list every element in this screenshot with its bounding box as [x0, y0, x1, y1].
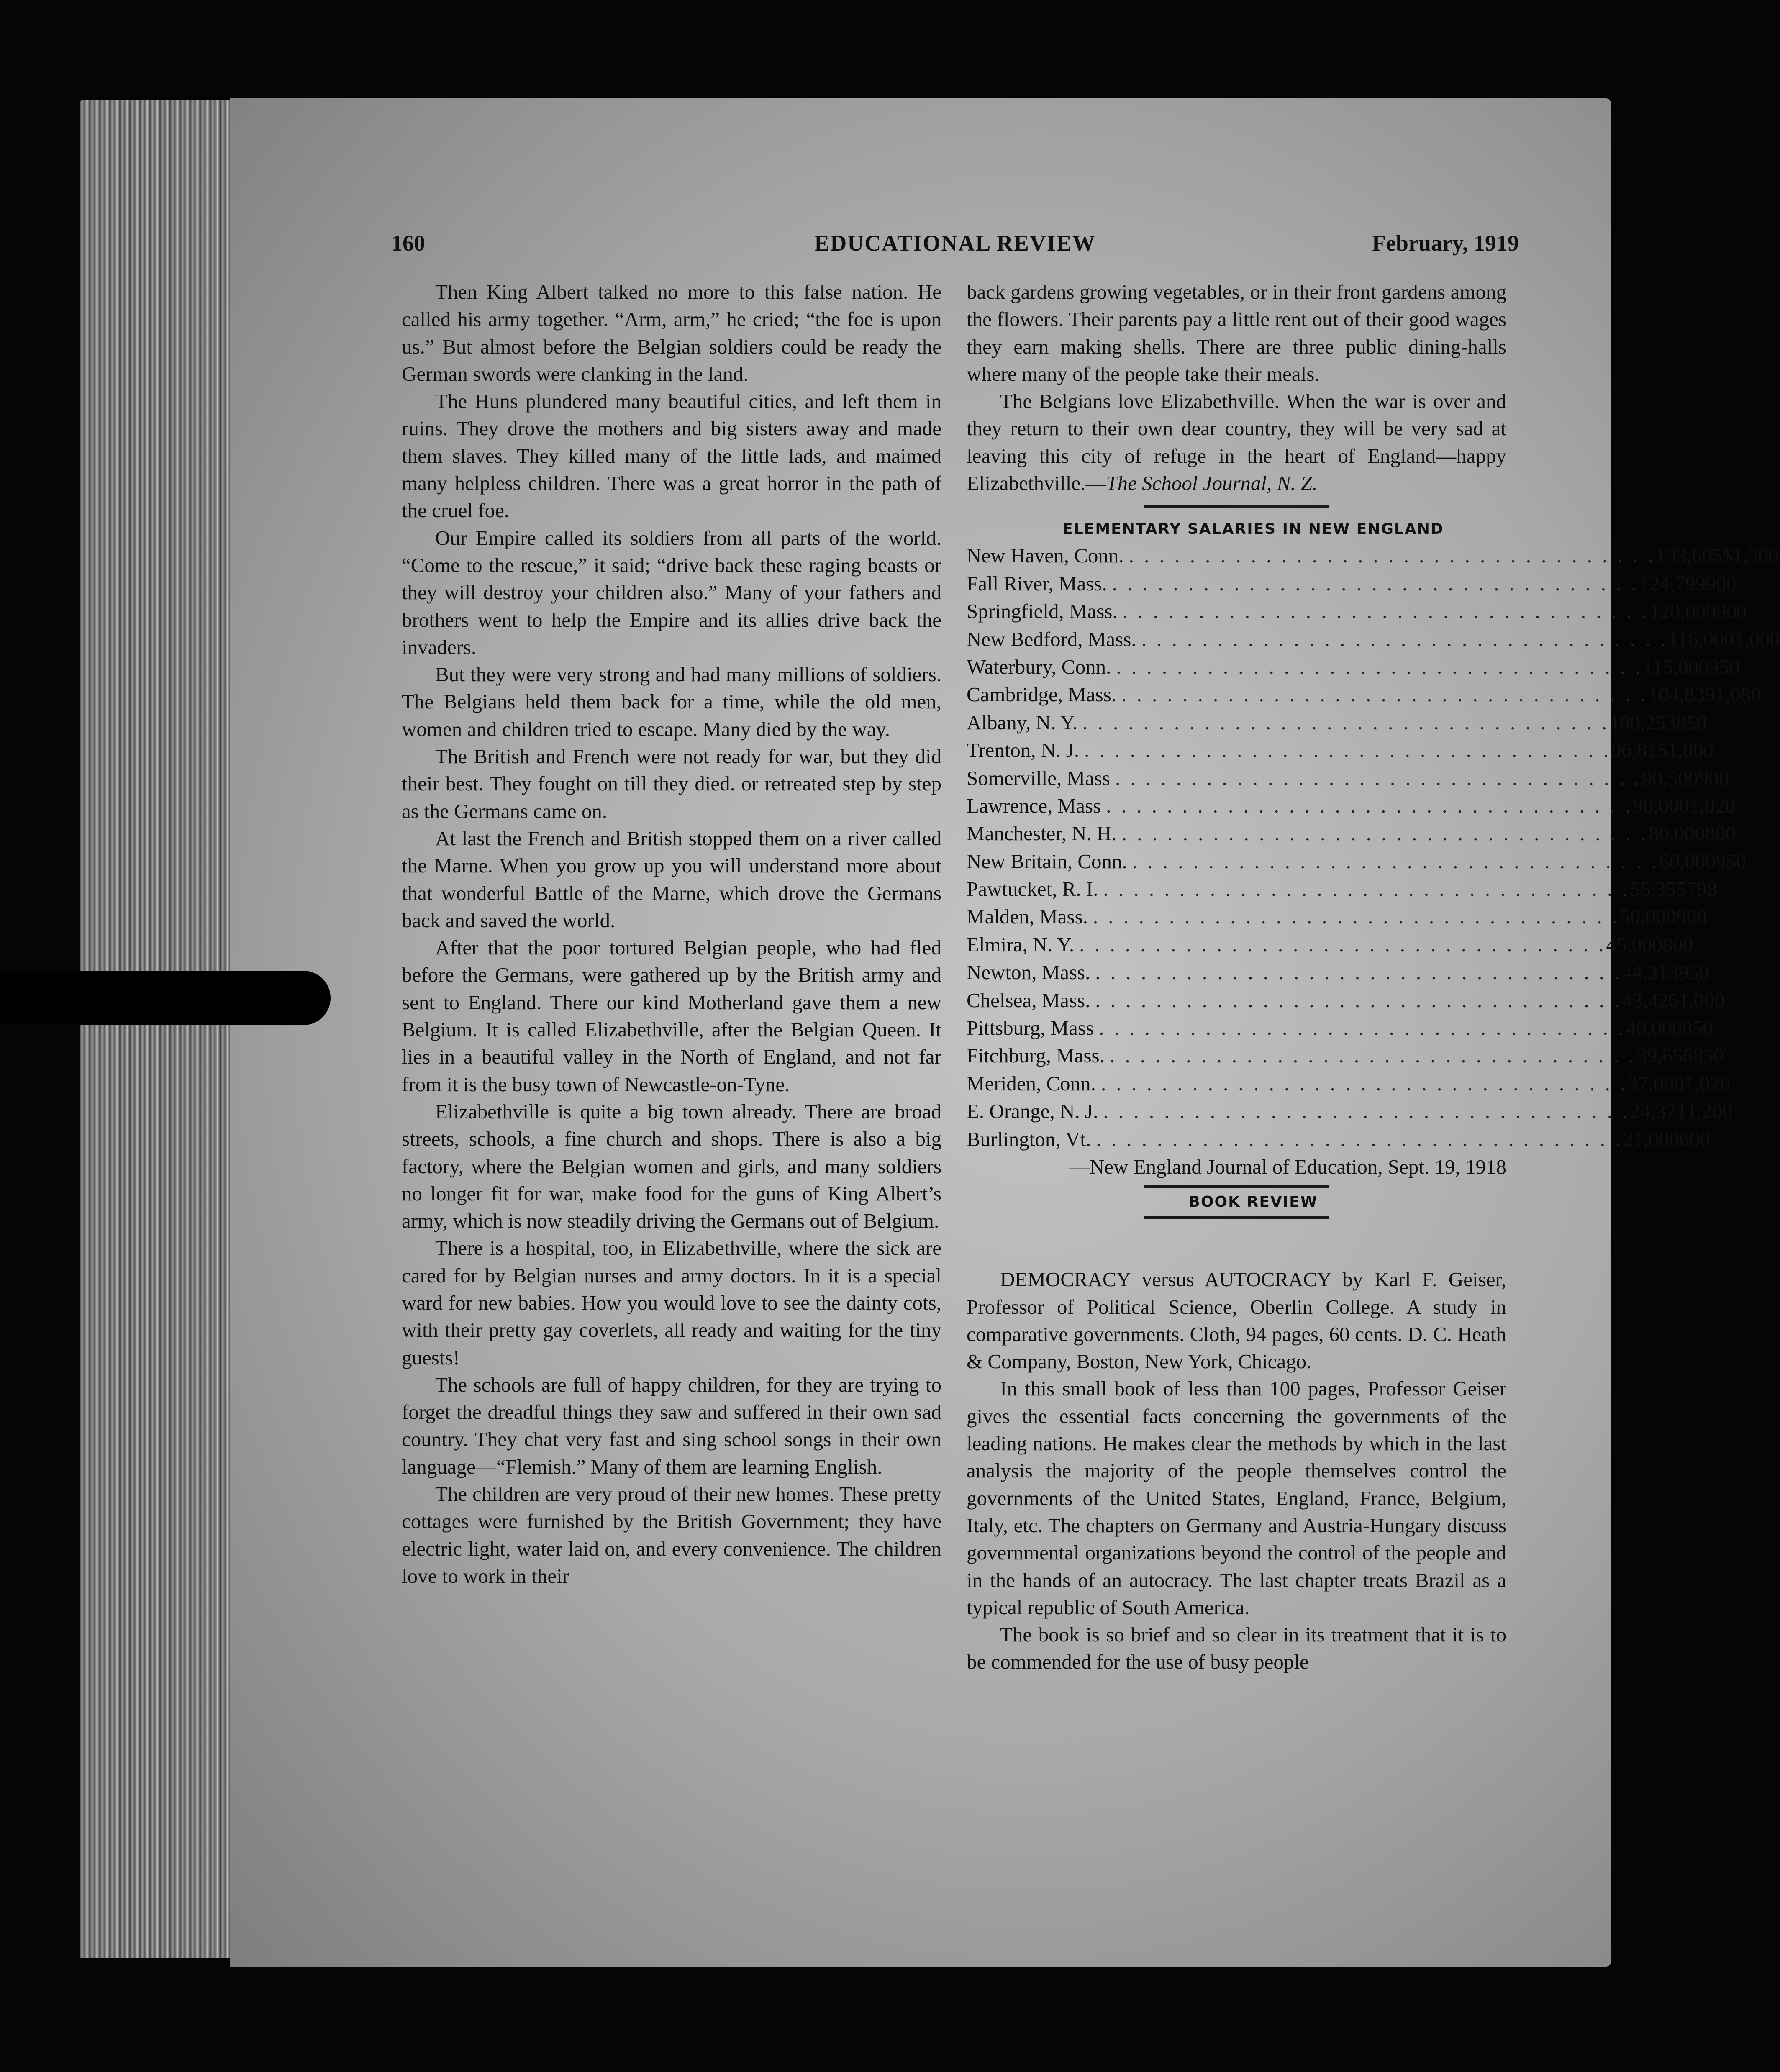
issue-date: February, 1919	[1372, 231, 1519, 256]
salary-value: 850	[1693, 1044, 1724, 1067]
section-rule	[1144, 1185, 1329, 1188]
salaries-heading: ELEMENTARY SALARIES IN NEW ENGLAND	[1062, 521, 1444, 538]
population-value: 116,000	[1668, 627, 1734, 651]
salary-value: 800	[1705, 822, 1736, 845]
city-name: New Britain, Conn.	[967, 849, 1127, 873]
salary-value: 1,080	[1715, 683, 1761, 706]
dot-leader: . . . . . . . . . . . . . . . . . . . . . . . . . . . . . . . . . . .	[1095, 961, 1622, 984]
dot-leader: . . . . . . . . . . . . . . . . . . . . . . . . . . . . . . . . . . .	[1122, 600, 1649, 623]
population-value: 90,500	[1642, 766, 1698, 790]
closing-source: The School Journal, N. Z.	[1106, 472, 1318, 495]
dot-leader: . . . . . . . . . . . . . . . . . . . . . . . . . . . . . . . . . . .	[1079, 933, 1606, 956]
population-value: 44,313	[1622, 961, 1679, 984]
city-name: Pittsburg, Mass	[967, 1016, 1094, 1040]
dot-leader: . . . . . . . . . . . . . . . . . . . . . . . . . . . . . . . . . . .	[1093, 905, 1620, 928]
paragraph: The Huns plundered many beautiful cities, and left them in ruins. They drove the mothers and big sisters away and made them slaves. They killed many of the little lads, and maimed many helpless children. There was a great horror in the path of the cruel foe.	[402, 390, 941, 522]
paragraph: After that the poor tortured Belgian people, who had fled before the Germans, were gathered up by the British army and sent to England. There our kind Motherland gave them a new Belgium. It is called Elizabethville, after the Belgian Queen. It lies in a beautiful valley in the North of England, and not far from it is the busy town of Newcastle-on-Tyne.	[402, 936, 941, 1096]
table-row	[967, 597, 1747, 625]
journal-title: EDUCATIONAL REVIEW	[814, 231, 1096, 256]
city-name: Newton, Mass.	[967, 961, 1090, 984]
city-name: Albany, N. Y.	[967, 710, 1077, 734]
population-value: 80,000	[1648, 822, 1705, 845]
dot-leader: . . . . . . . . . . . . . . . . . . . . . . . . . . . . . . . . . . .	[1121, 822, 1649, 845]
dot-leader: . . . . . . . . . . . . . . . . . . . . . . . . . . . . . . . . . . .	[1141, 627, 1668, 651]
section-rule	[1144, 1216, 1329, 1219]
salary-value: 900	[1716, 600, 1747, 623]
paragraph: The British and French were not ready for war, but they did their best. They fought on till they died. or retreated step by step as the Germans came on.	[402, 745, 941, 823]
population-value: 115,000	[1643, 655, 1709, 678]
paragraph: In this small book of less than 100 pages, Professor Geiser gives the essential facts concerning the governments of the leading nations. He makes clear the methods by which in the last analysis the majority of the people themselves control the governments of the United States, England, France, Belgium, Italy, etc. The chapters on Germany and Austria-Hungary discuss governmental organizations beyond the control of the people and in the hands of an autocracy. The last chapter treats Brazil as a typical republic of South America.	[967, 1377, 1506, 1619]
dot-leader: . . . . . . . . . . . . . . . . . . . . . . . . . . . . . . . . . . .	[1121, 683, 1649, 706]
city-name: Pawtucket, R. I.	[967, 877, 1098, 901]
salary-value: 1,020	[1689, 794, 1736, 817]
paragraph: But they were very strong and had many millions of soldiers. The Belgians held them back for a time, while the old men, women and children tried to escape. Many died by the way.	[402, 663, 941, 741]
city-name: Waterbury, Conn.	[967, 655, 1111, 678]
dot-leader: . . . . . . . . . . . . . . . . . . . . . . . . . . . . . . . . . . .	[1100, 1072, 1628, 1095]
salary-value: 1,020	[1684, 1072, 1731, 1095]
table-row	[967, 681, 1761, 708]
paragraph: Then King Albert talked no more to this false nation. He called his army together. “Arm, arm,” he cried; “the foe is upon us.” But almost before the Belgian soldiers could be ready the German swords were clanking in the land.	[402, 280, 941, 385]
table-row	[967, 1126, 1710, 1153]
dot-leader: . . . . . . . . . . . . . . . . . . . . . . . . . . . . . . . . . . .	[1103, 1100, 1630, 1123]
salary-value: $1,300	[1722, 544, 1779, 567]
section-rule	[1144, 505, 1329, 508]
dot-leader: . . . . . . . . . . . . . . . . . . . . . . . . . . . . . . . . . . .	[1132, 849, 1659, 873]
salary-value: 600	[1679, 1127, 1710, 1151]
population-value: 39,656	[1636, 1044, 1693, 1067]
city-name: Burlington, Vt.	[967, 1127, 1091, 1151]
city-name: Trenton, N. J.	[967, 739, 1080, 762]
population-value: 90,000	[1633, 794, 1690, 817]
table-row	[967, 1070, 1731, 1098]
city-name: Fitchburg, Mass.	[967, 1044, 1105, 1067]
dot-leader: . . . . . . . . . . . . . . . . . . . . . . . . . . . . . . . . . . .	[1084, 739, 1611, 762]
paragraph: The schools are full of happy children, for they are trying to forget the dreadful things they saw and suffered in their own sad country. They chat very fast and sing school songs in their own language—“Flemish.” Many of them are learning English.	[402, 1373, 941, 1478]
city-name: Somerville, Mass	[967, 766, 1110, 790]
salary-value: 950	[1715, 849, 1747, 873]
dot-leader: . . . . . . . . . . . . . . . . . . . . . . . . . . . . . . . . . . .	[1082, 710, 1610, 734]
spacer	[967, 1228, 1506, 1266]
population-value: 45,000	[1606, 933, 1663, 956]
dot-leader: . . . . . . . . . . . . . . . . . . . . . . . . . . . . . . . . . . .	[1116, 655, 1643, 678]
city-name: Fall River, Mass.	[967, 572, 1107, 595]
dot-leader: . . . . . . . . . . . . . . . . . . . . . . . . . . . . . . . . . . .	[1112, 572, 1639, 595]
table-row	[967, 903, 1707, 931]
salary-value: 1,000	[1678, 988, 1725, 1012]
population-value: 120,000	[1649, 600, 1716, 623]
dot-leader: . . . . . . . . . . . . . . . . . . . . . . . . . . . . . . . . . . .	[1095, 988, 1622, 1012]
table-row	[967, 820, 1736, 847]
table-row	[967, 709, 1707, 736]
book-review-heading: BOOK REVIEW	[1188, 1193, 1318, 1211]
salary-value: 850	[1676, 710, 1707, 734]
paragraph-continuation: back gardens growing vegetables, or in their front gardens among the flowers. Their parents pay a little rent out of their good wages they earn making shells. There are three public dining-halls where many of the people take their meals.	[967, 280, 1506, 385]
city-name: New Bedford, Mass.	[967, 627, 1136, 651]
table-row	[967, 987, 1725, 1014]
paragraph: There is a hospital, too, in Elizabethville, where the sick are cared for by Belgian nurses and army doctors. In it is a special ward for new babies. How you would love to see the dainty cots, with their pretty gay coverlets, all ready and waiting for the tiny guests!	[402, 1236, 941, 1369]
salary-value: 950	[1709, 655, 1740, 678]
city-name: Springfield, Mass.	[967, 600, 1118, 623]
table-row	[967, 875, 1717, 903]
dot-leader: . . . . . . . . . . . . . . . . . . . . . . . . . . . . . . . . . . .	[1109, 1044, 1637, 1067]
table-row	[967, 931, 1693, 959]
left-column	[402, 278, 941, 1590]
page-number: 160	[391, 231, 425, 256]
dot-leader: . . . . . . . . . . . . . . . . . . . . . . . . . . . . . . . . . . .	[1099, 1016, 1626, 1040]
table-row	[967, 736, 1714, 764]
salaries-source: —New England Journal of Education, Sept. 19, 1918	[1069, 1155, 1506, 1178]
salary-value: 900	[1676, 905, 1707, 928]
city-name: Chelsea, Mass.	[967, 988, 1090, 1012]
salary-value: 1,000	[1667, 739, 1714, 762]
paragraph: At last the French and British stopped them on a river called the Marne. When you grow up you will understand more about that wonderful Battle of the Marne, which drove the Germans back and saved the world.	[402, 826, 941, 932]
dot-leader: . . . . . . . . . . . . . . . . . . . . . . . . . . . . . . . . . . .	[1115, 766, 1642, 790]
dot-leader: . . . . . . . . . . . . . . . . . . . . . . . . . . . . . . . . . . .	[1096, 1127, 1623, 1151]
population-value: 104,839	[1648, 683, 1715, 706]
city-name: Cambridge, Mass.	[967, 683, 1116, 706]
city-name: Lawrence, Mass	[967, 794, 1101, 817]
book-citation: DEMOCRACY versus AUTOCRACY by Karl F. Geiser, Professor of Political Science, Oberlin College. A study in comparative governments. Cloth, 94 pages, 60 cents. D. C. Heath & Company, Boston, New York, Chicago.	[967, 1268, 1506, 1373]
right-column	[967, 278, 1780, 1676]
population-value: 60,000	[1659, 849, 1716, 873]
city-name: Elmira, N. Y.	[967, 933, 1075, 956]
population-value: 24,371	[1630, 1100, 1687, 1123]
salary-value: 950	[1678, 961, 1709, 984]
table-row	[967, 764, 1729, 792]
city-name: E. Orange, N. J.	[967, 1100, 1098, 1123]
paragraph: Our Empire called its soldiers from all parts of the world. “Come to the rescue,” it said; “drive back these raging beasts or they will destroy your children also.” Many of your fathers and brothers went to help the Empire and its allies drive back the invaders.	[402, 526, 941, 659]
thumb-shadow	[0, 971, 331, 1025]
salary-value: 1,000	[1734, 627, 1780, 651]
table-row	[967, 959, 1709, 986]
table-row	[967, 570, 1736, 597]
salary-table	[967, 542, 1780, 1153]
paragraph: The book is so brief and so clear in its treatment that it is to be commended for the use of busy people	[967, 1623, 1506, 1674]
paragraph-closing	[967, 387, 1506, 497]
table-row	[967, 542, 1779, 569]
running-header	[391, 230, 1519, 264]
table-row	[967, 792, 1736, 820]
salary-value: 900	[1698, 766, 1729, 790]
population-value: 43,426	[1622, 988, 1679, 1012]
table-row	[967, 1042, 1724, 1069]
city-name: Meriden, Conn.	[967, 1072, 1096, 1095]
salary-value: 1,200	[1686, 1100, 1733, 1123]
city-name: Malden, Mass.	[967, 905, 1088, 928]
city-name: Manchester, N. H.	[967, 822, 1117, 845]
book-page-edges	[80, 100, 230, 1958]
population-value: 21,000	[1623, 1127, 1680, 1151]
dot-leader: . . . . . . . . . . . . . . . . . . . . . . . . . . . . . . . . . . .	[1103, 877, 1630, 901]
salary-value: 850	[1682, 1016, 1713, 1040]
paragraph: The children are very proud of their new homes. These pretty cottages were furnished by the British Government; they have electric light, water laid on, and every convenience. The children love to work in their	[402, 1482, 941, 1587]
population-value: 50,000	[1620, 905, 1676, 928]
dot-leader: . . . . . . . . . . . . . . . . . . . . . . . . . . . . . . . . . . .	[1129, 544, 1656, 567]
population-value: 55,355	[1630, 877, 1687, 901]
paragraph: Elizabethville is quite a big town already. There are broad streets, schools, a fine church and shops. There is also a big factory, where the Belgian women and girls, and many soldiers no longer fit for war, make food for the guns of King Albert’s army, which is now steadily driving the Germans out of Belgium.	[402, 1100, 941, 1233]
population-value: 37,000	[1628, 1072, 1684, 1095]
city-name: New Haven, Conn.	[967, 544, 1124, 567]
closing-text: The Belgians love Elizabethville. When the war is over and they return to their own dear country, they will be very sad at leaving this city of refuge in the heart of England—happy Elizabethville.—	[967, 390, 1506, 495]
population-value: 40,000	[1626, 1016, 1683, 1040]
dot-leader: . . . . . . . . . . . . . . . . . . . . . . . . . . . . . . . . . . .	[1106, 794, 1633, 817]
population-value: 100,253	[1609, 710, 1676, 734]
table-row	[967, 626, 1780, 653]
population-value: 96,815	[1611, 739, 1668, 762]
salary-value: 800	[1662, 933, 1693, 956]
table-row	[967, 1098, 1733, 1125]
population-value: 133,605	[1655, 544, 1723, 567]
table-row	[967, 653, 1740, 681]
table-row	[967, 848, 1747, 875]
salary-value: 798	[1686, 877, 1717, 901]
population-value: 124,799	[1639, 572, 1706, 595]
table-row	[967, 1014, 1713, 1042]
salary-value: 900	[1706, 572, 1736, 595]
